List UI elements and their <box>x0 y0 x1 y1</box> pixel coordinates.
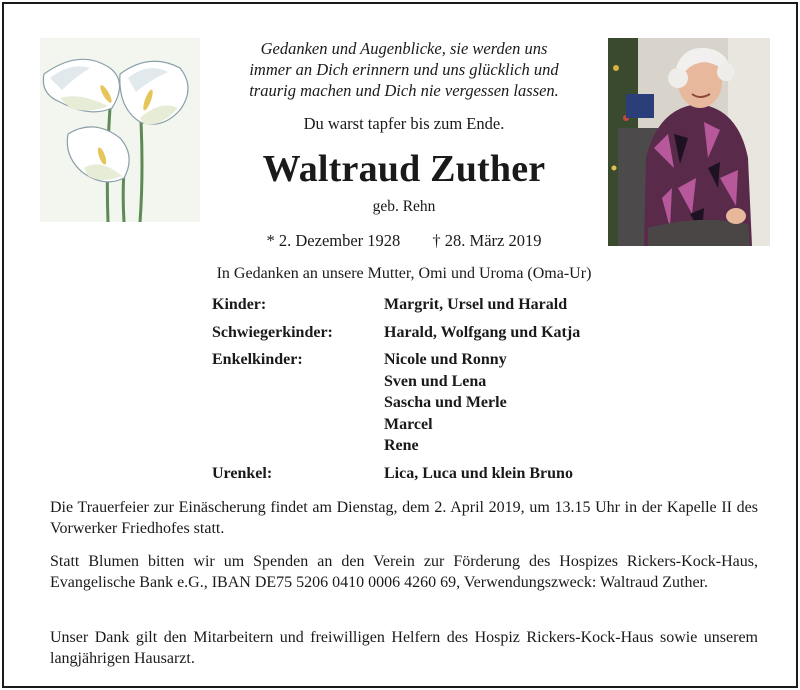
family-value: Margrit, Ursel und Harald <box>384 296 568 313</box>
memorial-poem <box>220 38 588 101</box>
family-value: Sven und Lena <box>384 372 487 390</box>
thanks-paragraph: Unser Dank gilt den Mitarbeitern und freiwilligen Helfern des Hospiz Rickers-Kock-Haus sowie unserem langjährigen Hausarzt. <box>50 629 758 667</box>
family-row-urenkel <box>212 463 672 485</box>
family-label: Kinder: <box>212 296 267 313</box>
family-value: Rene <box>384 437 419 454</box>
poem-line: traurig machen und Dich nie vergessen lassen. <box>249 81 559 100</box>
birth-date: * 2. Dezember 1928 <box>266 231 401 250</box>
family-value: Lica, Luca und klein Bruno <box>384 464 573 482</box>
poem-line: immer an Dich erinnern und uns glücklich und <box>249 60 559 79</box>
funeral-info-paragraph: Die Trauerfeier zur Einäscherung findet am Dienstag, dem 2. April 2019, um 13.15 Uhr in der Kapelle II des Vorwerker Friedhofes statt. <box>50 499 758 537</box>
family-label: Enkelkinder: <box>212 351 303 368</box>
family-value: Marcel <box>384 415 433 433</box>
obituary-notice <box>2 2 798 688</box>
memory-line: In Gedanken an unsere Mutter, Omi und Uroma (Oma-Ur) <box>216 265 592 282</box>
calla-lily-illustration <box>40 38 200 222</box>
family-list <box>212 294 672 484</box>
maiden-name: geb. Rehn <box>372 198 436 215</box>
portrait-photo <box>608 38 770 246</box>
deceased-name: Waltraud Zuther <box>262 148 546 190</box>
family-value: Harald, Wolfgang und Katja <box>384 323 581 341</box>
family-value: Nicole und Ronny <box>384 351 507 368</box>
family-row-kinder <box>212 294 672 316</box>
donation-info-paragraph: Statt Blumen bitten wir um Spenden an den Verein zur Förderung des Hospizes Rickers-Kock-Haus, Evangelische Bank e.G., IBAN DE75 5206 0410 0006 4260 69, Verwendungszweck: Waltraud Zuther. <box>50 553 758 591</box>
poem-line: Gedanken und Augenblicke, sie werden uns <box>260 39 548 58</box>
family-label: Urenkel: <box>212 464 273 482</box>
death-date: † 28. März 2019 <box>432 231 542 250</box>
brave-line: Du warst tapfer bis zum Ende. <box>303 114 505 133</box>
family-value: Sascha und Merle <box>384 394 507 411</box>
family-label: Schwiegerkinder: <box>212 323 333 341</box>
family-row-enkelkinder <box>212 349 672 457</box>
life-dates <box>220 231 588 251</box>
family-row-schwiegerkinder <box>212 322 672 344</box>
